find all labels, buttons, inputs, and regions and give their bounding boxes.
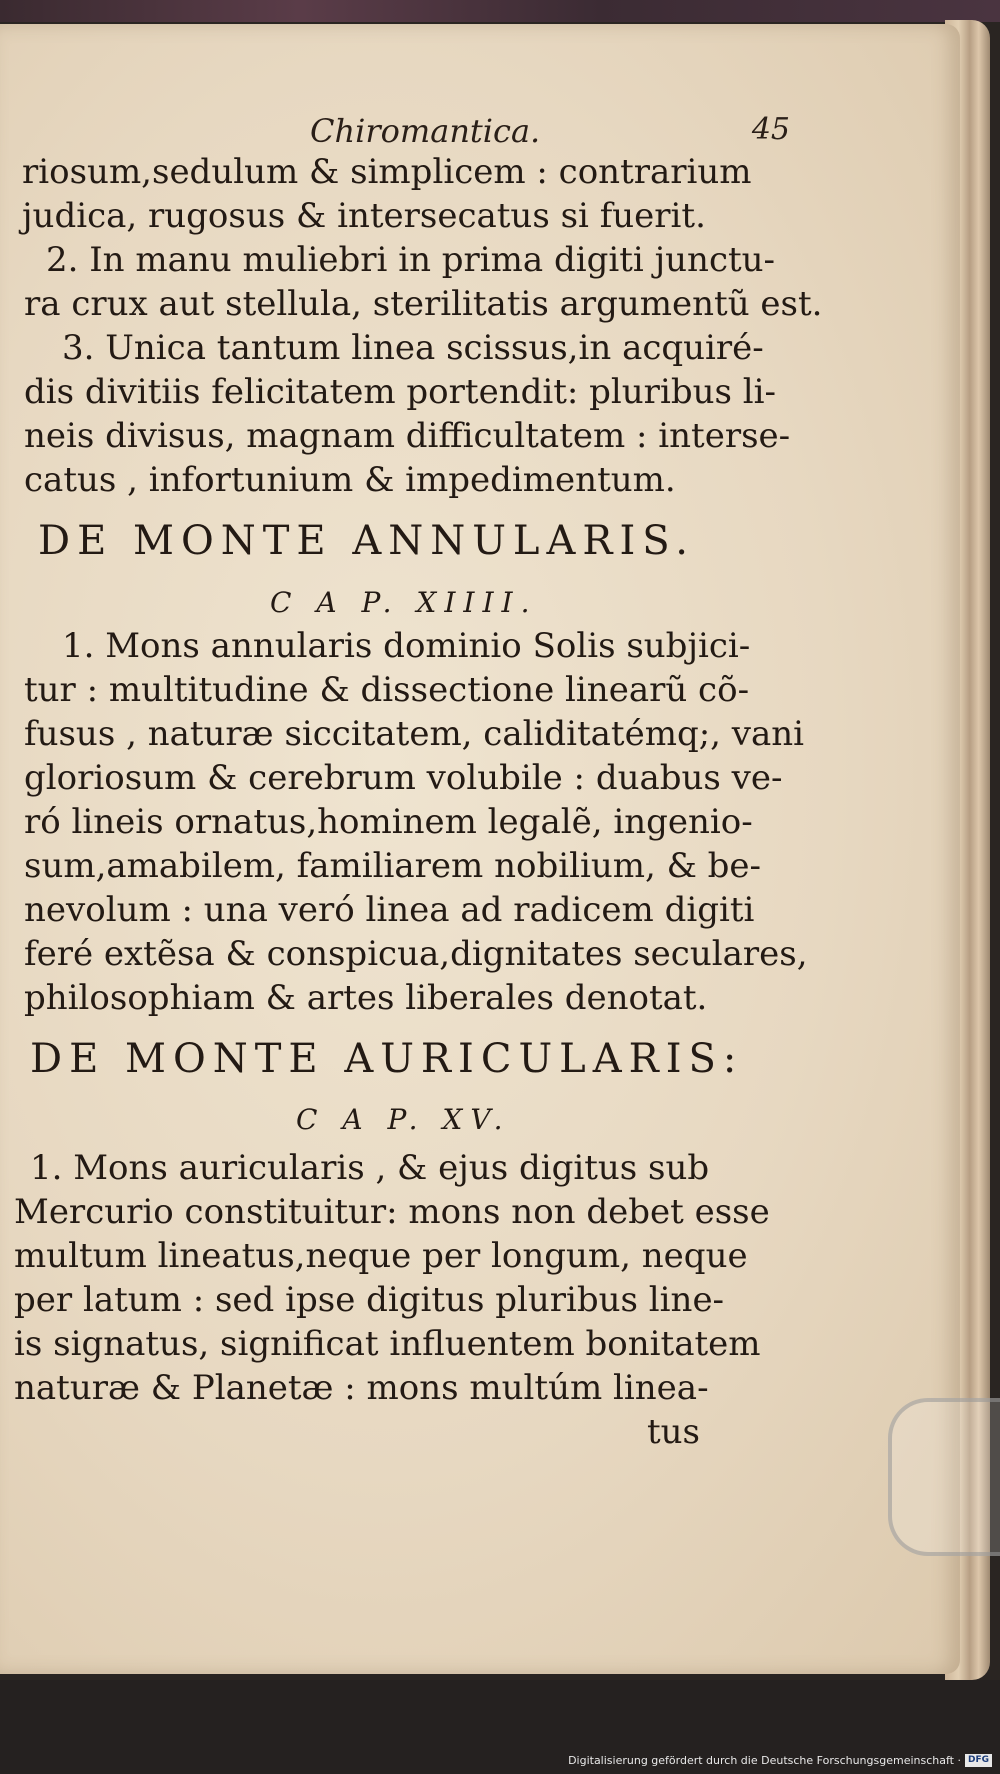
text-line: ró lineis ornatus,hominem legalẽ, ingenio- [24, 802, 753, 842]
text-line: tur : multitudine & dissectione linearũ cõ- [24, 670, 750, 710]
text-line: nevolum : una veró linea ad radicem digiti [24, 890, 755, 930]
credit-text: Digitalisierung gefördert durch die Deutsche Forschungsgemeinschaft · [568, 1754, 961, 1767]
text-line: multum lineatus,neque per longum, neque [14, 1236, 748, 1276]
text-line: fusus , naturæ siccitatem, caliditatémq;, vani [24, 714, 805, 754]
text-line: 1. Mons auricularis , & ejus digitus sub [30, 1148, 710, 1188]
text-line: philosophiam & artes liberales denotat. [24, 978, 708, 1018]
chapter-number-15: C A P. XV. [296, 1103, 511, 1136]
running-head-title: Chiromantica. [310, 112, 541, 150]
catchword: tus [646, 1412, 700, 1452]
chapter-heading-15: DE MONTE AURICULARIS: [30, 1036, 744, 1082]
text-line: neis divisus, magnam difficultatem : interse- [24, 416, 791, 456]
text-line: riosum,sedulum & simplicem : contrarium [22, 152, 752, 192]
text-line: Mercurio constituitur: mons non debet esse [14, 1192, 770, 1232]
page-number: 45 [751, 112, 790, 147]
chapter-number-14: C A P. XIIII. [270, 586, 538, 619]
scan-background-top [0, 0, 1000, 22]
digitization-credit [568, 1754, 992, 1767]
text-line: catus , infortunium & impedimentum. [24, 460, 676, 500]
text-line: sum,amabilem, familiarem nobilium, & be- [24, 846, 762, 886]
page-clip [888, 1398, 1000, 1556]
text-line: gloriosum & cerebrum volubile : duabus ve- [24, 758, 783, 798]
text-line: is signatus, significat influentem bonitatem [14, 1324, 761, 1364]
text-line: 1. Mons annularis dominio Solis subjici- [62, 626, 751, 666]
text-line: ra crux aut stellula, sterilitatis argumentũ est. [24, 284, 823, 324]
text-line: dis divitiis felicitatem portendit: pluribus li- [24, 372, 776, 412]
text-line: judica, rugosus & intersecatus si fuerit. [22, 196, 706, 236]
text-line: per latum : sed ipse digitus pluribus line- [14, 1280, 725, 1320]
text-line: naturæ & Planetæ : mons multúm linea- [14, 1368, 709, 1408]
text-line: 3. Unica tantum linea scissus,in acquiré- [62, 328, 764, 368]
chapter-heading-14: DE MONTE ANNULARIS. [38, 518, 695, 564]
text-line: feré extẽsa & conspicua,dignitates seculares, [24, 934, 808, 974]
dfg-logo: DFG [965, 1754, 992, 1767]
text-line: 2. In manu muliebri in prima digiti junctu- [46, 240, 776, 280]
